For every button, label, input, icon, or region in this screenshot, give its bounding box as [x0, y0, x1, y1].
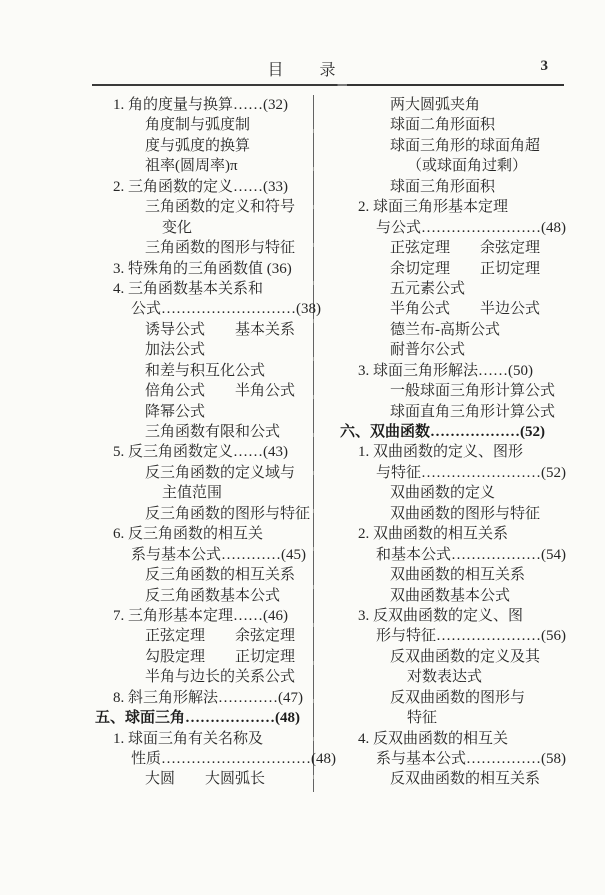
toc-entry: 系与基本公式…………(45): [131, 546, 306, 563]
toc-entry: 三角函数的图形与特征: [145, 240, 296, 257]
toc-entry: 5. 反三角函数定义……(43): [113, 444, 288, 461]
toc-entry: 球面直角三角形计算公式: [390, 403, 556, 420]
toc-entry: 三角函数有限和公式: [145, 424, 281, 440]
toc-entry: 1. 球面三角有关名称及: [113, 730, 264, 747]
toc-entry: 倍角公式 半角公式: [145, 383, 296, 400]
toc-entry: 性质…………………………(48): [131, 751, 336, 767]
page-number: 3: [540, 58, 548, 74]
toc-entry: 反三角函数的相互关系: [145, 567, 296, 584]
toc-entry: （或球面角过剩）: [407, 158, 528, 175]
toc-entry: 诱导公式 基本关系: [145, 321, 296, 338]
toc-entry: 双曲函数的定义: [390, 485, 496, 502]
toc-entry: 6. 反三角函数的相互关: [113, 526, 264, 543]
toc-entry: 反三角函数基本公式: [145, 587, 281, 604]
toc-entry: 降幂公式: [145, 403, 206, 420]
toc-entry: 变化: [162, 219, 193, 236]
toc-entry: 角度制与弧度制: [145, 117, 251, 134]
toc-entry: 特征: [407, 710, 438, 727]
header-rule: [92, 84, 564, 86]
toc-entry: 3. 反双曲函数的定义、图: [358, 607, 524, 624]
toc-entry: 公式………………………(38): [131, 301, 321, 318]
toc-entry: 2. 球面三角形基本定理: [358, 199, 509, 216]
toc-entry: 1. 角的度量与换算……(32): [113, 97, 288, 113]
toc-entry: 反双曲函数的图形与: [390, 689, 526, 706]
toc-entry: 三角函数的定义和符号: [145, 199, 296, 216]
toc-entry: 双曲函数的相互关系: [390, 567, 526, 584]
toc-entry: 对数表达式: [407, 669, 483, 686]
toc-entry: 德兰布-高斯公式: [390, 321, 500, 338]
toc-entry: 勾股定理 正切定理: [145, 648, 296, 665]
toc-entry: 耐普尔公式: [390, 342, 466, 359]
toc-entry: 球面三角形面积: [390, 178, 496, 195]
toc-entry: 度与弧度的换算: [145, 137, 251, 154]
page-header: [60, 57, 553, 79]
toc-entry: 六、双曲函数………………(52): [340, 424, 545, 440]
toc-entry: 与特征……………………(52): [376, 464, 566, 481]
toc-entry: 4. 三角函数基本关系和: [113, 280, 264, 297]
toc-entry: 8. 斜三角形解法…………(47): [113, 689, 303, 706]
toc-entry: 3. 球面三角形解法……(50): [358, 362, 533, 379]
toc-entry: 形与特征…………………(56): [376, 628, 566, 645]
toc-entry: 球面二角形面积: [390, 117, 496, 134]
toc-entry: 反双曲函数的定义及其: [390, 648, 541, 665]
toc-entry: 7. 三角形基本定理……(46): [113, 607, 288, 624]
toc-entry: 半角公式 半边公式: [390, 301, 541, 318]
toc-entry: 反双曲函数的相互关系: [390, 771, 541, 788]
toc-entry: 五、球面三角………………(48): [95, 710, 300, 727]
toc-entry: 1. 双曲函数的定义、图形: [358, 444, 524, 461]
toc-entry: 3. 特殊角的三角函数值 (36): [113, 260, 292, 277]
toc-entry: 双曲函数基本公式: [390, 587, 511, 604]
toc-entry: 正弦定理 余弦定理: [390, 240, 541, 257]
left-column: [70, 95, 336, 790]
toc-entry: 反三角函数的图形与特征: [145, 505, 311, 522]
toc-entry: 4. 反双曲函数的相互关: [358, 730, 509, 747]
toc-entry: 系与基本公式……………(58): [376, 751, 566, 767]
toc-entry: 正弦定理 余弦定理: [145, 628, 296, 645]
toc-entry: 大圆 大圆弧长: [145, 771, 266, 788]
toc-entry: 祖率(圆周率)π: [145, 158, 238, 175]
toc-entry: 半角与边长的关系公式: [145, 669, 296, 686]
toc-entry: 2. 双曲函数的相互关系: [358, 526, 509, 543]
toc-entry: 一般球面三角形计算公式: [390, 383, 556, 400]
toc-entry: 加法公式: [145, 342, 206, 359]
toc-entry: 两大圆弧夹角: [390, 97, 481, 113]
toc-entry: 余切定理 正切定理: [390, 260, 541, 277]
toc-entry: 双曲函数的图形与特征: [390, 505, 541, 522]
toc-entry: 主值范围: [162, 485, 223, 502]
toc-entry: 反三角函数的定义域与: [145, 464, 296, 481]
page-title: 目 录: [267, 62, 346, 79]
toc-entry: 五元素公式: [390, 280, 466, 297]
right-column: [315, 95, 603, 790]
toc-entry: 和基本公式………………(54): [376, 546, 566, 563]
column-divider: [313, 95, 314, 792]
toc-entry: 球面三角形的球面角超: [390, 137, 541, 154]
toc-entry: 2. 三角函数的定义……(33): [113, 178, 288, 195]
toc-entry: 和差与积互化公式: [145, 362, 266, 379]
toc-entry: 与公式……………………(48): [376, 219, 566, 236]
